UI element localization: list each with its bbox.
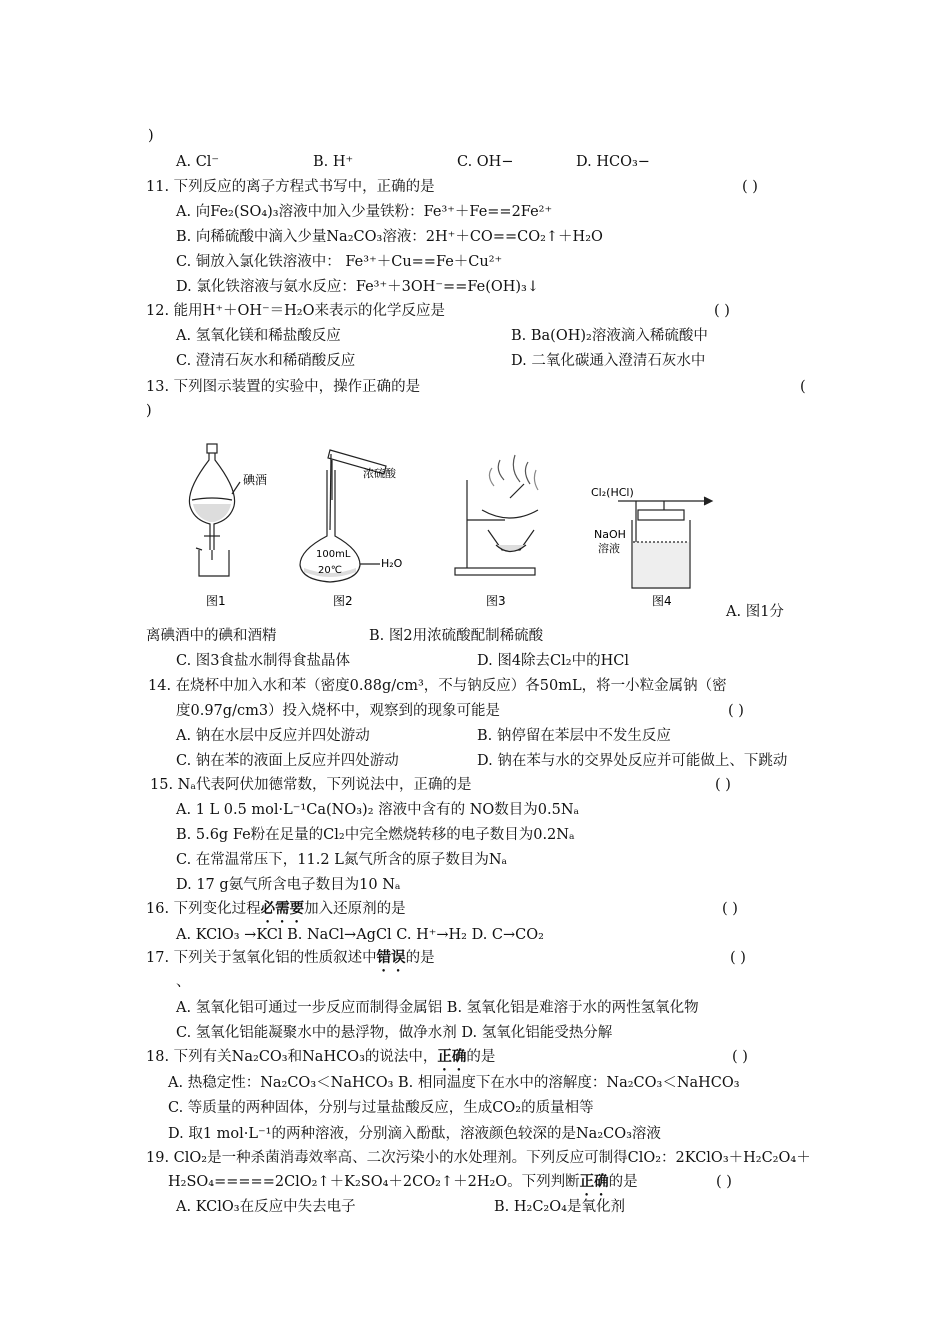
q17-answer-paren: ( ) [730,950,746,966]
q15-option-a: A. 1 L 0.5 mol·L⁻¹Ca(NO₃)₂ 溶液中含有的 NO数目为0.5Nₐ [176,802,580,818]
q14-answer-paren: ( ) [728,703,744,719]
q16-stem-pre: 16. 下列变化过程 [146,901,261,917]
q19-answer-paren: ( ) [716,1174,732,1190]
q12-option-d: D. 二氧化碳通入澄清石灰水中 [511,353,706,369]
q15-option-c: C. 在常温常压下，11.2 L氮气所含的原子数目为Nₐ [176,852,508,868]
q11-option-b: B. 向稀硫酸中滴入少量Na₂CO₃溶液：2H⁺＋CO==CO₂↑＋H₂O [176,229,603,245]
q13-stem: 13. 下列图示装置的实验中，操作正确的是 [146,379,421,395]
figure-3-evaporation-setup [455,455,538,575]
q11-option-d: D. 氯化铁溶液与氨水反应：Fe³⁺＋3OH⁻==Fe(OH)₃↓ [176,279,540,295]
q18-stem-emphasis: 正确 [437,1048,467,1065]
q11-stem: 11. 下列反应的离子方程式书写中，正确的是 [146,179,435,195]
q13-option-a-part1: A. 图1分 [726,604,784,620]
q13-option-b: B. 图2用浓硫酸配制稀硫酸 [369,628,544,644]
q14-stem-line1: 14. 在烧杯中加入水和苯（密度0.88g/cm³，不与钠反应）各50mL，将一小粒金属钠（密 [148,678,727,694]
q13-option-c: C. 图3食盐水制得食盐晶体 [176,653,351,669]
q13-paren-close: ) [146,403,152,419]
q13-option-a-part2: 离碘酒中的碘和酒精 [146,628,277,644]
q18-option-c: C. 等质量的两种固体，分别与过量盐酸反应，生成CO₂的质量相等 [168,1100,594,1116]
q12-option-c: C. 澄清石灰水和稀硝酸反应 [176,353,356,369]
q19-option-a: A. KClO₃在反应中失去电子 [176,1199,356,1215]
q18-stem [146,1047,495,1074]
q16-options: A. KClO₃ →KCl B. NaCl→AgCl C. H⁺→H₂ D. C→CO₂ [176,927,544,943]
q12-answer-paren: ( ) [714,303,730,319]
figure-4-label-gas: Cl₂(HCl) [591,486,634,499]
q12-stem: 12. 能用H⁺＋OH⁻＝H₂O来表示的化学反应是 [146,303,445,319]
q16-stem-emphasis: 必需要 [260,900,305,917]
q10-option-d: D. HCO₃− [576,154,650,170]
q17-stem-emphasis: 错误 [376,949,406,966]
q10-paren-close: ) [148,128,154,144]
q17-stem-pre: 17. 下列关于氢氧化铝的性质叙述中 [146,950,377,966]
figure-4-caption: 图4 [652,594,672,608]
figure-2-caption: 图2 [333,594,353,608]
figure-2-label-water: H₂O [381,557,403,570]
figure-2-label-volume: 100mL [316,549,351,560]
q17-options-line2: C. 氢氧化铝能凝聚水中的悬浮物，做净水剂 D. 氢氧化铝能受热分解 [176,1025,613,1041]
q12-option-a: A. 氢氧化镁和稀盐酸反应 [176,328,341,344]
q17-options-line1: A. 氢氧化铝可通过一步反应而制得金属铝 B. 氢氧化铝是难溶于水的两性氢氧化物 [176,1000,699,1016]
q14-stem-line2: 度0.97g/cm3）投入烧杯中，观察到的现象可能是 [176,703,501,719]
q11-option-c: C. 铜放入氯化铁溶液中： Fe³⁺＋Cu==Fe＋Cu²⁺ [176,254,503,270]
q14-option-b: B. 钠停留在苯层中不发生反应 [477,728,671,744]
q15-option-d: D. 17 g氨气所含电子数目为10 Nₐ [176,877,401,893]
figure-2-label-conc-acid: 浓硫酸 [363,467,396,480]
q13-paren-open: ( [800,379,806,395]
q14-option-a: A. 钠在水层中反应并四处游动 [176,728,370,744]
q17-stem-post: 的是 [405,950,435,966]
q18-options-ab: A. 热稳定性：Na₂CO₃＜NaHCO₃ B. 相同温度下在水中的溶解度：Na₂CO₃＜NaHCO₃ [168,1075,740,1091]
q13-option-d: D. 图4除去Cl₂中的HCl [477,653,629,669]
q19-stem-post: 的是 [608,1174,638,1190]
q16-stem [146,899,406,926]
figure-1-caption: 图1 [206,594,226,608]
figure-3-caption: 图3 [486,594,506,608]
q19-stem-emphasis: 正确 [579,1173,609,1190]
q14-option-c: C. 钠在苯的液面上反应并四处游动 [176,753,399,769]
q19-stem-line1: 19. ClO₂是一种杀菌消毒效率高、二次污染小的水处理剂。下列反应可制得ClO₂：2KClO₃＋H₂C₂O₄＋ [146,1150,811,1166]
figure-1-separatory-funnel [189,444,240,576]
q19-stem-pre: H₂SO₄=====2ClO₂↑＋K₂SO₄＋2CO₂↑＋2H₂O。下列判断 [168,1174,580,1190]
figure-4-gas-washing-bottle [618,497,712,588]
apparatus-figures [170,440,770,620]
q12-option-b: B. Ba(OH)₂溶液滴入稀硫酸中 [511,328,708,344]
q15-stem: 15. Nₐ代表阿伏加德常数，下列说法中，正确的是 [150,777,472,793]
q14-option-d: D. 钠在苯与水的交界处反应并可能做上、下跳动 [477,753,788,769]
q15-answer-paren: ( ) [715,777,731,793]
figure-4-label-naoh: NaOH [594,528,626,541]
figure-4-label-solution: 溶液 [598,542,620,555]
q18-stem-post: 的是 [466,1049,496,1065]
q11-option-a: A. 向Fe₂(SO₄)₃溶液中加入少量铁粉：Fe³⁺＋Fe==2Fe²⁺ [176,204,553,220]
q18-stem-pre: 18. 下列有关Na₂CO₃和NaHCO₃的说法中， [146,1049,438,1065]
q10-option-a: A. Cl⁻ [176,154,220,170]
q19-option-b: B. H₂C₂O₄是氧化剂 [494,1199,625,1215]
figure-1-label-iodine-tincture: 碘酒 [243,473,268,487]
q19-stem-line2 [168,1172,638,1199]
q17-stem [146,948,435,975]
q18-answer-paren: ( ) [732,1049,748,1065]
q17-stray-mark: 、 [176,974,191,990]
q18-option-d: D. 取1 mol·L⁻¹的两种溶液，分别滴入酚酞，溶液颜色较深的是Na₂CO₃溶液 [168,1126,661,1142]
figure-2-label-temperature: 20℃ [318,565,342,576]
q15-option-b: B. 5.6g Fe粉在足量的Cl₂中完全燃烧转移的电子数目为0.2Nₐ [176,827,575,843]
q16-stem-post: 加入还原剂的是 [304,901,406,917]
q10-option-b: B. H⁺ [313,154,354,170]
q10-option-c: C. OH− [457,154,514,170]
q11-answer-paren: ( ) [742,179,758,195]
q16-answer-paren: ( ) [722,901,738,917]
